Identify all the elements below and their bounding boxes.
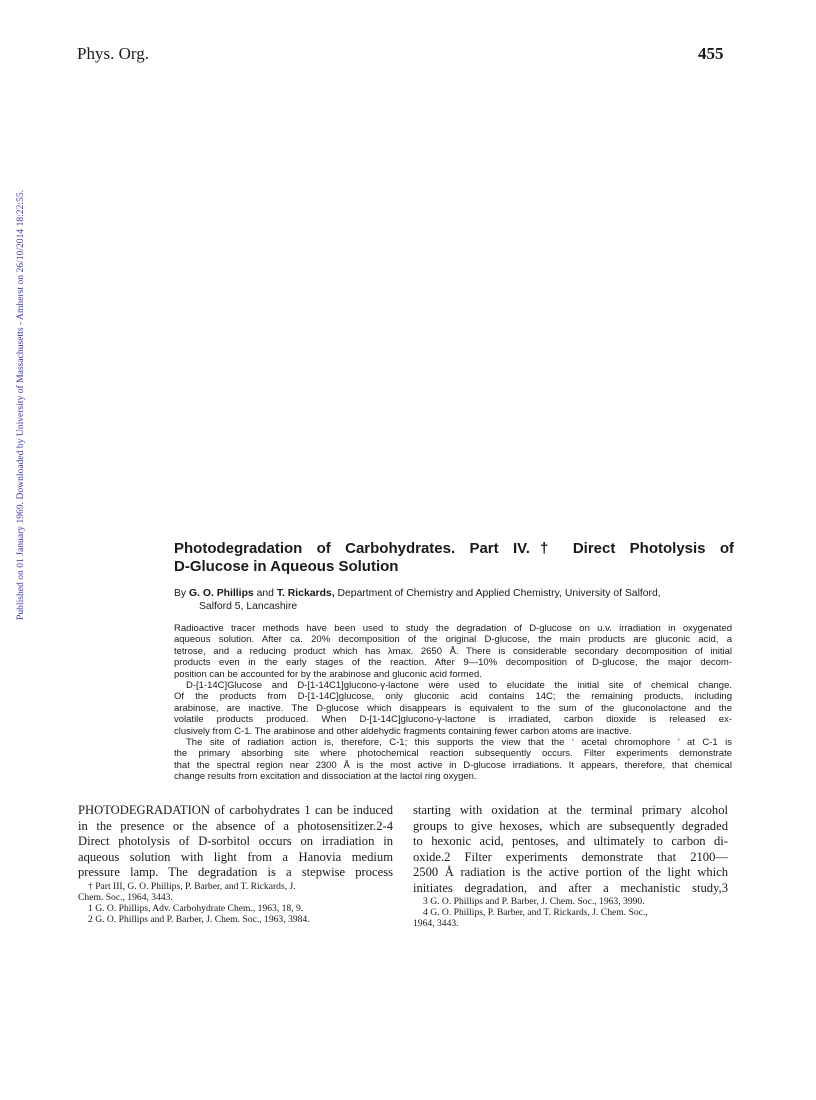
affiliation-line-2: Salford 5, Lancashire <box>199 601 298 612</box>
affiliation-line-1: Department of Chemistry and Applied Chemistry, University of Salford, <box>337 588 661 599</box>
download-provenance-text: Published on 01 January 1969. Downloaded by University of Massachusetts - Amherst on 26/10/2014 18:22:55. <box>15 189 26 620</box>
abstract-line: position can be accounted for by the arabinose and gluconic acid formed. <box>174 668 482 680</box>
footnote-line: 4 G. O. Phillips, P. Barber, and T. Rickards, J. Chem. Soc., <box>423 907 648 918</box>
abstract-line: aqueous solution. After ca. 20% decomposition of the original D-glucose, the main products are gluconic acid, a <box>174 634 732 646</box>
abstract-line: D-[1-14C]Glucose and D-[1-14C1]glucono-γ-lactone were used to elucidate the initial site of chemical change. <box>186 680 732 692</box>
footnote-line: † Part III, G. O. Phillips, P. Barber, and T. Rickards, J. <box>88 881 296 892</box>
footnote-line: 3 G. O. Phillips and P. Barber, J. Chem. Soc., 1963, 3990. <box>423 896 645 907</box>
running-head-journal: Phys. Org. <box>77 44 149 63</box>
author-2: T. Rickards, <box>276 588 335 599</box>
footnote-line: Chem. Soc., 1964, 3443. <box>78 892 173 903</box>
footnote-line: 1964, 3443. <box>413 918 459 929</box>
abstract-line: The site of radiation action is, therefore, C-1; this supports the view that the ‘ acetal chromophore ’ at C-1 is <box>186 737 732 749</box>
footnotes-left <box>78 881 398 925</box>
abstract-line: Radioactive tracer methods have been used to study the degradation of D-glucose on u.v. irradiation in oxygenated <box>174 623 732 634</box>
title-line-1: Photodegradation of Carbohydrates. Part IV.† Direct Photolysis of <box>174 540 734 557</box>
body-column-right <box>413 803 728 897</box>
body-line: 2500 Å radiation is the active portion of the light which <box>413 865 728 880</box>
footnotes-right <box>413 896 733 929</box>
body-line: to hexonic acid, pentoses, and ultimately to carbon di- <box>413 834 728 849</box>
byline-by: By <box>174 588 187 599</box>
body-line: starting with oxidation at the terminal primary alcohol <box>413 803 728 817</box>
abstract-line: arabinose, are inactive. The D-glucose which disappears is equivalent to the sum of the gluconolactone and the <box>174 702 732 714</box>
byline-and: and <box>256 588 274 599</box>
abstract-line: the primary absorbing site where photochemical reaction subsequently occurs. Filter experiments demonstrate <box>174 748 732 760</box>
abstract-line: Of the products from D-[1-14C]glucose, only gluconic acid contains 14C; the remaining products, including <box>174 691 732 703</box>
body-line: in the presence or the absence of a photosensitizer.2-4 <box>78 818 393 833</box>
author-1: G. O. Phillips <box>189 588 254 599</box>
title-line-2 <box>174 558 398 575</box>
abstract-line: products even in the early stages of the reaction. After 9—10% decomposition of D-glucose, the major decom- <box>174 657 732 669</box>
byline <box>174 587 734 613</box>
body-line: PHOTODEGRADATION of carbohydrates 1 can be induced <box>78 803 393 817</box>
abstract <box>174 623 732 783</box>
title-d-prefix: D <box>174 558 185 575</box>
body-line: aqueous solution with light from a Hanovia medium <box>78 849 393 864</box>
body-line: pressure lamp. The degradation is a stepwise process <box>78 865 393 880</box>
body-line: Direct photolysis of D-sorbitol occurs on irradiation in <box>78 834 393 849</box>
abstract-line: clusively from C-1. The arabinose and other aldehydic fragments containing fewer carbon atoms are inactive. <box>174 725 632 737</box>
abstract-line: volatile products produced. When D-[1-14C]glucono-γ-lactone is irradiated, carbon dioxide is released ex- <box>174 714 732 726</box>
article-title <box>174 540 734 576</box>
body-column-left <box>78 803 393 881</box>
abstract-line: that the spectral region near 2300 Å is the most active in D-glucose irradiations. It appears, therefore, that chemical <box>174 759 732 771</box>
body-line: oxide.2 Filter experiments demonstrate that 2100— <box>413 849 728 864</box>
abstract-line: change results from excitation and dissociation at the lactol ring oxygen. <box>174 771 477 783</box>
page-number: 455 <box>698 44 724 63</box>
download-provenance-note <box>1 189 26 1100</box>
body-line: groups to give hexoses, which are subsequently degraded <box>413 818 728 833</box>
abstract-line: tetrose, and a reducing product which has λmax. 2650 Å. There is considerable secondary decomposition of initial <box>174 645 732 657</box>
title-line-2-text: -Glucose in Aqueous Solution <box>184 558 399 575</box>
body-line: initiates degradation, and after a mechanistic study,3 <box>413 880 728 895</box>
footnote-line: 2 G. O. Phillips and P. Barber, J. Chem. Soc., 1963, 3984. <box>88 914 310 925</box>
footnote-line: 1 G. O. Phillips, Adv. Carbohydrate Chem., 1963, 18, 9. <box>88 903 304 914</box>
